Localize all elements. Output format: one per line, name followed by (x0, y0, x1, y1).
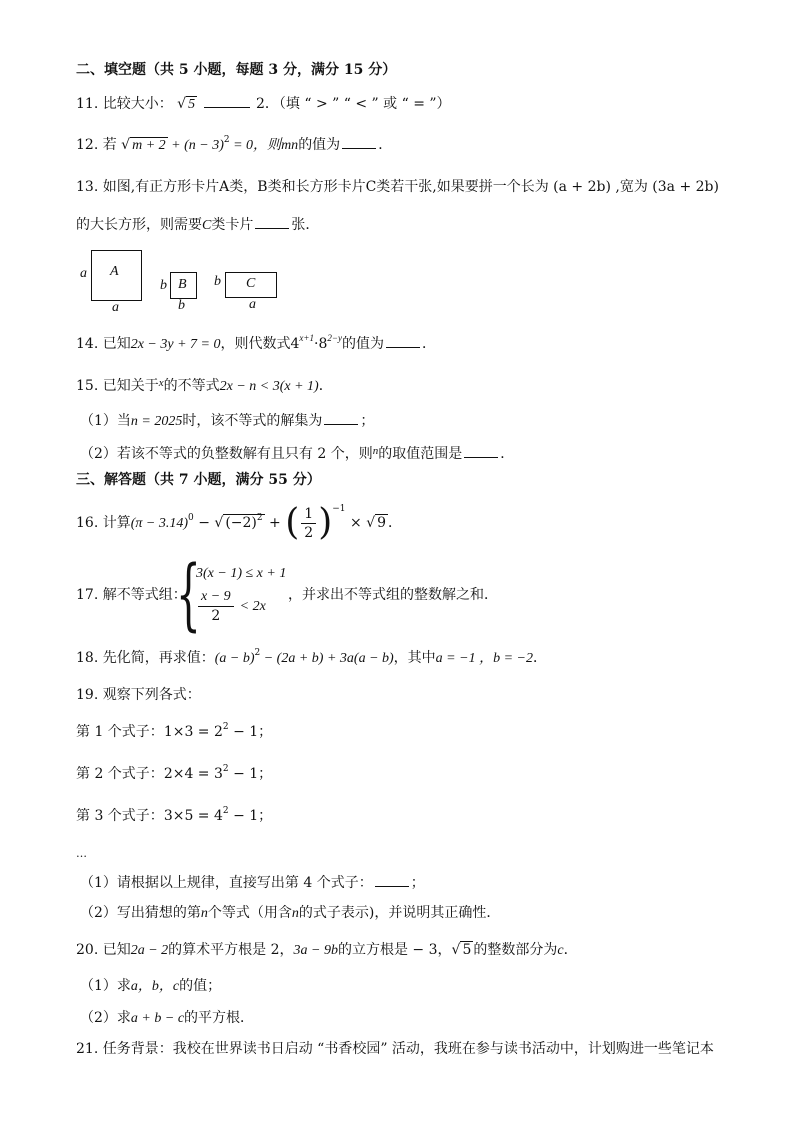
math-expression: 2a − 2 (130, 943, 169, 958)
question-text: （2）若该不等式的负整数解有且只有 2 个，则 (80, 446, 373, 462)
card-c-label: C (246, 276, 256, 291)
math-variable: C (202, 218, 212, 233)
question-text: 的不等式 (163, 378, 220, 394)
answer-blank[interactable] (386, 333, 420, 348)
section-heading-fill-in: 二、填空题（共 5 小题，每题 3 分，满分 15 分） (76, 62, 397, 78)
punctuation: ； (360, 413, 375, 429)
card-b-bottom-label: b (178, 298, 185, 313)
punctuation: ． (421, 336, 436, 352)
question-number: 12. (76, 137, 99, 153)
question-text: 已知关于 (102, 378, 159, 394)
question-15 (76, 373, 333, 397)
system-brace: { (176, 550, 201, 640)
ellipsis: … (76, 847, 87, 860)
question-13-line-1 (76, 177, 719, 197)
math-expression: − 1； (228, 724, 273, 740)
answer-blank[interactable] (324, 410, 358, 425)
question-15-part-1 (80, 410, 374, 432)
question-text: 时，该不等式的解集为 (182, 413, 323, 429)
sqrt-expression: √ 5 (451, 942, 472, 958)
math-expression: a = −1 ，b = −2 (435, 651, 533, 666)
radicand: 9 (377, 515, 387, 531)
question-text: 若 (102, 137, 117, 153)
math-variable: x (158, 377, 164, 389)
question-text: 观察下列各式： (102, 687, 201, 703)
punctuation: ． (532, 650, 547, 666)
question-18 (76, 648, 547, 669)
math-operator: · (314, 336, 319, 352)
radicand: m + 2 (132, 138, 166, 153)
exponent: x+1 (299, 333, 314, 343)
question-text: 类卡片 (211, 217, 254, 233)
question-text: 的算术平方根是 2， (168, 942, 294, 958)
question-text: 的值为 (298, 137, 341, 153)
question-20-part-2 (80, 1008, 254, 1029)
card-c-bottom-label: a (249, 297, 256, 312)
question-text: 的值； (179, 978, 222, 994)
question-17-instruction: ，并求出不等式组的整数解之和． (288, 587, 498, 603)
question-number: 18. (76, 650, 99, 666)
card-a-side-label: a (80, 266, 87, 281)
math-variable: n (372, 445, 379, 457)
radicand: 5 (188, 97, 196, 112)
answer-blank[interactable] (464, 443, 498, 458)
question-number: 14. (76, 336, 99, 352)
question-text: （1）求 (80, 978, 131, 994)
question-number: 15. (76, 378, 99, 394)
math-expression: − (2a + b) + 3a(a − b) (260, 651, 394, 666)
radicand-base: (−2) (225, 515, 257, 531)
radicand (223, 514, 264, 531)
question-text: 的式子表示)，并说明其正确性． (298, 905, 501, 921)
question-text: （2）写出猜想的第 (80, 905, 201, 921)
card-a-label: A (110, 264, 119, 279)
sqrt-expression: √ 9 (366, 515, 387, 531)
punctuation: ． (388, 515, 403, 531)
exponent: 2 (256, 513, 263, 523)
inequality-1: 3(x − 1) ≤ x + 1 (196, 566, 287, 581)
question-text: 的整数部分为 (473, 942, 558, 958)
question-21 (76, 1039, 714, 1059)
fraction (301, 505, 316, 542)
formula-label: 第 2 个式子： (76, 766, 164, 782)
question-14 (76, 333, 436, 355)
math-expression: − 1； (228, 808, 273, 824)
exponent: 2 (222, 722, 229, 732)
question-text: 张． (291, 217, 320, 233)
math-expression: 3a − 9b (293, 943, 338, 958)
question-text: ，其中 (393, 650, 436, 666)
question-text: 已知 (102, 942, 131, 958)
left-paren: ( (285, 502, 300, 543)
math-expression: 2x − n < 3(x + 1) (219, 379, 319, 394)
question-12 (76, 134, 392, 156)
question-number: 20. (76, 942, 99, 958)
question-text: （1）当 (80, 413, 131, 429)
punctuation: ． (318, 378, 333, 394)
question-number: 17. (76, 587, 99, 603)
formula-label: 第 3 个式子： (76, 808, 164, 824)
question-19-part-2 (80, 903, 500, 924)
card-b-side-label: b (160, 278, 167, 293)
punctuation: ． (500, 446, 515, 462)
card-b-label: B (178, 277, 187, 292)
formula-label: 第 1 个式子： (76, 724, 164, 740)
question-number: 21. (76, 1041, 99, 1057)
exponent: 2 (254, 648, 261, 658)
question-15-part-2 (80, 441, 514, 464)
question-text: 2．（填 “ > ” “ < ” 或 “ = ”） (256, 96, 451, 112)
denominator: 2 (304, 524, 314, 541)
math-expression: (a − b) (214, 651, 255, 666)
question-text: 个等式（用含 (207, 905, 292, 921)
question-19 (76, 685, 201, 705)
card-a-bottom-label: a (112, 300, 119, 315)
sqrt-expression: √ m + 2 (121, 137, 166, 153)
math-expression: a，b，c (130, 979, 180, 994)
question-text: 比较大小： (102, 96, 173, 112)
card-c-side-label: b (214, 274, 221, 289)
question-text: 的立方根是 − 3， (337, 942, 452, 958)
punctuation: ； (410, 875, 425, 891)
question-number: 11. (76, 96, 99, 112)
question-19-part-1 (80, 872, 425, 893)
math-base: 8 (318, 336, 328, 352)
inequality-2 (196, 588, 266, 625)
sqrt-expression: √ $(-2)^2$ (214, 513, 263, 531)
math-operator: − (193, 515, 215, 531)
sqrt-expression: √ 5 (177, 96, 196, 112)
math-operator: × (345, 515, 367, 531)
math-expression: + (n − 3) (167, 138, 224, 153)
question-text: 的值为 (341, 336, 384, 352)
formula-1 (76, 722, 272, 742)
question-text: 的平方根． (184, 1010, 255, 1026)
question-text: 已知 (102, 336, 131, 352)
question-text: 的取值范围是 (378, 446, 463, 462)
math-expression: − 1； (228, 766, 273, 782)
numerator: 1 (301, 505, 316, 524)
formula-2 (76, 764, 272, 784)
question-text: ，则代数式 (220, 336, 291, 352)
question-20 (76, 940, 578, 961)
question-13-line-2 (76, 214, 319, 236)
exponent: 2 (222, 764, 229, 774)
question-text: 如图,有正方形卡片A类，B类和长方形卡片C类若干张,如果要拼一个长为 (a + 2b) ,宽为 (3a + 2b) (102, 179, 719, 195)
question-text: 解不等式组： (102, 587, 187, 603)
math-operator: + (264, 515, 286, 531)
question-11 (76, 93, 451, 115)
math-expression: < 2x (239, 598, 266, 614)
denominator: 2 (211, 608, 221, 624)
math-expression: 3×5 = 4 (163, 808, 223, 824)
exponent: 2−y (327, 333, 342, 343)
math-variable: c (557, 943, 564, 958)
punctuation: ． (563, 942, 578, 958)
math-expression: = 0，则 (229, 138, 282, 153)
question-number: 16. (76, 515, 99, 531)
question-text: 先化简，再求值： (102, 650, 215, 666)
question-text: （2）求 (80, 1010, 131, 1026)
exponent: 2 (222, 806, 229, 816)
math-variable: mn (281, 138, 299, 153)
exponent: 0 (188, 513, 194, 523)
question-text: 任务背景：我校在世界读书日启动 “书香校园” 活动，我班在参与读书活动中，计划购进一些笔记本 (102, 1041, 714, 1057)
answer-blank[interactable] (375, 872, 409, 887)
question-text: 计算 (102, 515, 131, 531)
math-expression: (π − 3.14) (130, 516, 189, 531)
question-text: 的大长方形，则需要 (76, 217, 202, 233)
question-number: 19. (76, 687, 99, 703)
math-expression: 1×3 = 2 (163, 724, 223, 740)
question-17-label (76, 585, 187, 605)
math-variable: n (291, 906, 299, 921)
question-number: 13. (76, 179, 99, 195)
radicand: 5 (462, 942, 472, 958)
math-variable: n (200, 906, 208, 921)
section-heading-solutions: 三、解答题（共 7 小题，满分 55 分） (76, 472, 321, 488)
question-20-part-1 (80, 976, 221, 997)
math-expression: n = 2025 (130, 414, 183, 429)
exponent: −1 (332, 504, 346, 514)
punctuation: ． (378, 137, 393, 153)
answer-blank[interactable] (204, 93, 250, 108)
right-paren: ) (318, 502, 333, 543)
fraction (198, 588, 234, 625)
question-16 (76, 503, 402, 544)
exponent: 2 (223, 135, 230, 145)
answer-blank[interactable] (342, 134, 376, 149)
numerator: x − 9 (198, 588, 234, 607)
answer-blank[interactable] (255, 214, 289, 229)
math-expression: a + b − c (130, 1011, 185, 1026)
math-expression: 2×4 = 3 (163, 766, 223, 782)
formula-3 (76, 806, 272, 826)
math-expression: 2x − 3y + 7 = 0 (130, 337, 221, 352)
math-base: 4 (290, 336, 300, 352)
question-text: （1）请根据以上规律，直接写出第 4 个式子： (80, 875, 373, 891)
